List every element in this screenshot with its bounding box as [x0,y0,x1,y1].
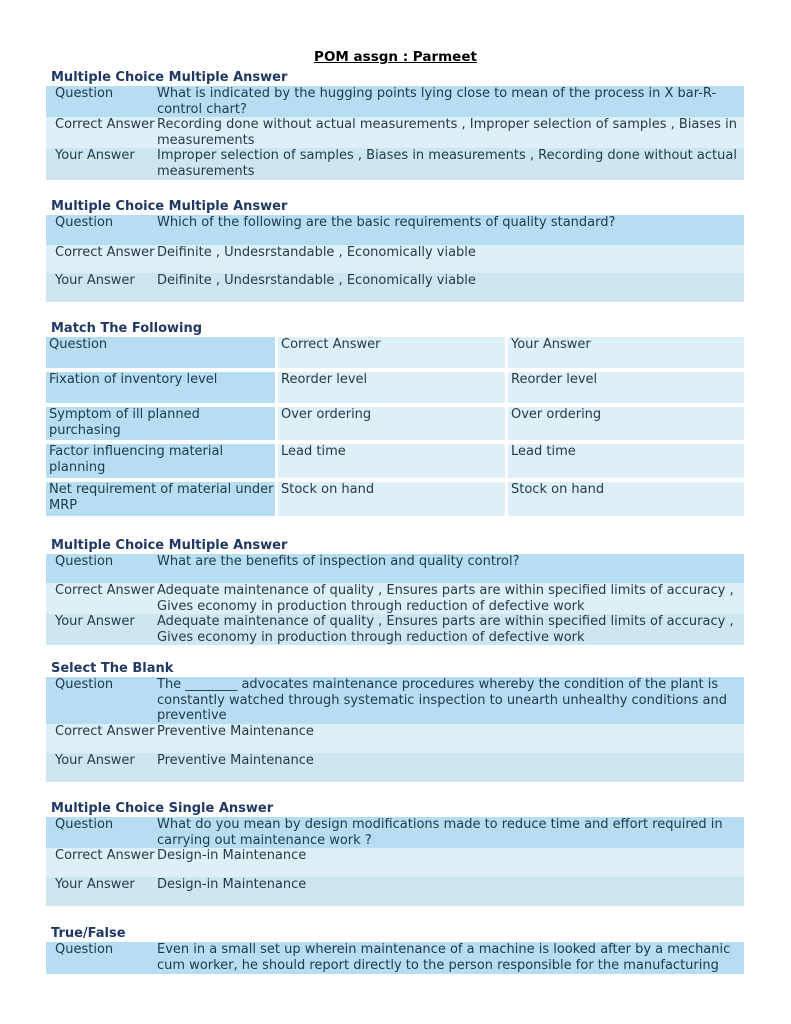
match-correct: Reorder level [278,372,505,403]
match-header-correct: Correct Answer [278,337,505,368]
correct-answer-text: Recording done without actual measurements , Improper selection of samples , Biases in measurements [157,117,737,148]
correct-answer-text: Deifinite , Undesrstandable , Economically viable [157,245,476,260]
correct-answer-label: Correct Answer [55,848,155,863]
match-header-question: Question [46,337,275,368]
section-mcma-3 [46,538,744,645]
section-mcma-1 [46,70,744,180]
match-row [46,372,744,403]
section-title: Multiple Choice Multiple Answer [51,199,288,214]
your-answer-label: Your Answer [55,273,135,288]
section-title: Multiple Choice Single Answer [51,801,274,816]
question-text: What is indicated by the hugging points lying close to mean of the process in X bar-R-control chart? [157,86,717,117]
section-title: True/False [51,926,126,941]
correct-answer-text: Design-in Maintenance [157,848,307,863]
match-row [46,444,744,478]
correct-answer-text: Adequate maintenance of quality , Ensures parts are within specified limits of accuracy , Gives economy in production through reduction of defective work [157,583,734,614]
match-header-yours: Your Answer [508,337,744,368]
match-yours: Lead time [508,444,744,478]
correct-answer-row [46,245,744,273]
match-correct: Over ordering [278,407,505,440]
question-row [46,817,744,848]
match-yours: Over ordering [508,407,744,440]
match-row [46,482,744,516]
match-question: Net requirement of material under MRP [46,482,275,516]
question-label: Question [55,554,114,569]
correct-answer-label: Correct Answer [55,117,155,132]
question-text: The ________ advocates maintenance procedures whereby the condition of the plant is constantly watched through systematic inspection to unearth unhealthy conditions and preventive [157,677,728,723]
your-answer-text: Adequate maintenance of quality , Ensures parts are within specified limits of accuracy , Gives economy in production through reduction of defective work [157,614,734,645]
question-row [46,554,744,583]
question-label: Question [55,215,114,230]
section-mcsa [46,801,744,906]
correct-answer-label: Correct Answer [55,245,155,260]
question-label: Question [55,86,114,101]
section-select-blank [46,661,744,782]
your-answer-label: Your Answer [55,148,135,163]
question-row [46,942,744,974]
question-row [46,215,744,245]
correct-answer-row [46,583,744,614]
question-row [46,677,744,724]
question-text: Even in a small set up wherein maintenance of a machine is looked after by a mechanic cum worker, he should report directly to the person responsible for the manufacturing [157,942,731,973]
match-correct: Stock on hand [278,482,505,516]
question-text: Which of the following are the basic requirements of quality standard? [157,215,616,230]
your-answer-row [46,148,744,180]
your-answer-text: Preventive Maintenance [157,753,314,768]
correct-answer-row [46,724,744,753]
match-question: Fixation of inventory level [46,372,275,403]
match-header-row [46,337,744,368]
question-label: Question [55,942,114,957]
match-question: Symptom of ill planned purchasing [46,407,275,440]
section-title: Select The Blank [51,661,174,676]
section-title: Match The Following [51,321,203,336]
correct-answer-label: Correct Answer [55,583,155,598]
question-text: What are the benefits of inspection and quality control? [157,554,520,569]
correct-answer-row [46,848,744,877]
your-answer-label: Your Answer [55,753,135,768]
match-question: Factor influencing material planning [46,444,275,478]
page-title: POM assgn : Parmeet [314,49,477,65]
your-answer-text: Deifinite , Undesrstandable , Economically viable [157,273,476,288]
correct-answer-text: Preventive Maintenance [157,724,314,739]
your-answer-text: Design-in Maintenance [157,877,307,892]
match-yours: Reorder level [508,372,744,403]
match-row [46,407,744,440]
section-title: Multiple Choice Multiple Answer [51,70,288,85]
your-answer-label: Your Answer [55,614,135,629]
question-row [46,86,744,117]
section-mcma-2 [46,199,744,302]
match-correct: Lead time [278,444,505,478]
question-label: Question [55,677,114,692]
section-true-false [46,926,744,974]
section-title: Multiple Choice Multiple Answer [51,538,288,553]
correct-answer-label: Correct Answer [55,724,155,739]
question-label: Question [55,817,114,832]
your-answer-row [46,614,744,645]
your-answer-label: Your Answer [55,877,135,892]
correct-answer-row [46,117,744,148]
your-answer-text: Improper selection of samples , Biases in measurements , Recording done without actual measurements [157,148,737,179]
match-yours: Stock on hand [508,482,744,516]
your-answer-row [46,273,744,302]
your-answer-row [46,877,744,906]
section-match [46,321,744,516]
your-answer-row [46,753,744,782]
question-text: What do you mean by design modifications made to reduce time and effort required in carrying out maintenance work ? [157,817,723,848]
